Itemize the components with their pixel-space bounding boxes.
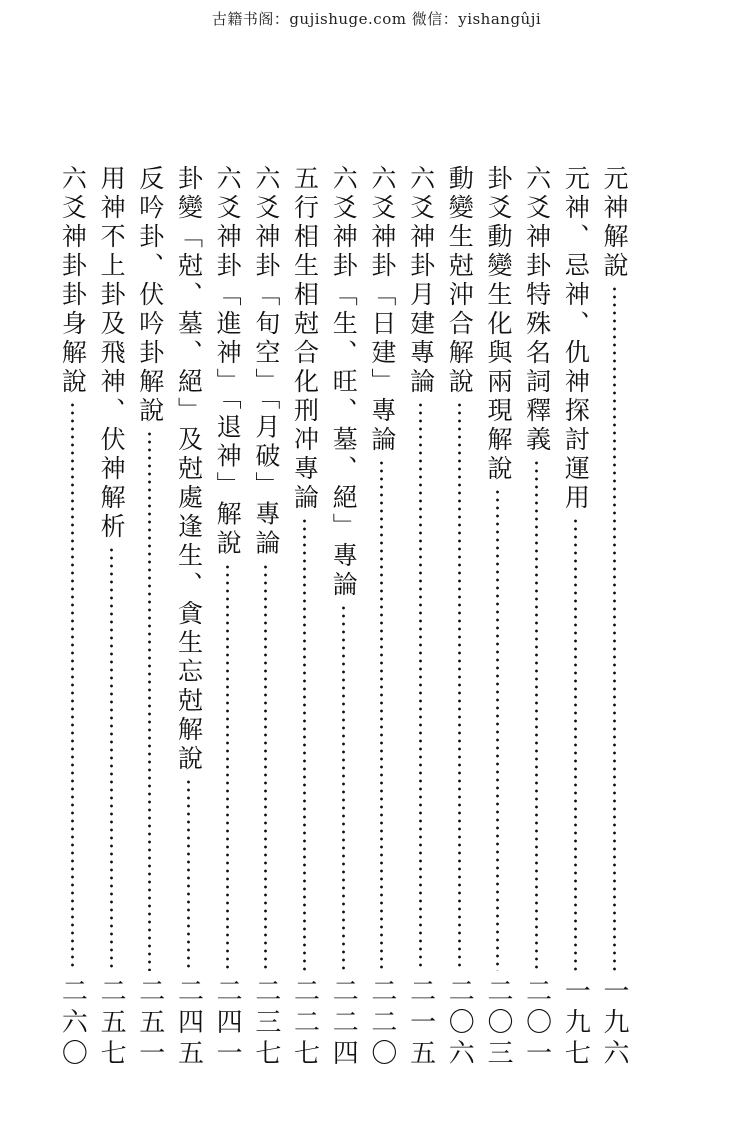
toc-entry-title: 六爻神卦「進神」「退神」解說 xyxy=(213,165,243,559)
toc-entry-title: 六爻神卦「旬空」「月破」專論 xyxy=(251,165,281,559)
toc-entry-page: 二六〇 xyxy=(57,977,88,1070)
toc-entry[interactable] xyxy=(442,165,477,1070)
dot-leader xyxy=(380,459,383,971)
toc-entry[interactable] xyxy=(364,165,399,1070)
toc-entry-page: 二一五 xyxy=(405,977,436,1070)
toc-entry-title: 用神不上卦及飛神、伏神解析 xyxy=(97,165,127,542)
dot-leader xyxy=(264,563,267,971)
toc-entry-page: 二〇三 xyxy=(482,977,513,1070)
toc-entry[interactable] xyxy=(132,165,167,1070)
toc-entry[interactable] xyxy=(94,165,129,1070)
dot-leader xyxy=(613,285,616,971)
toc-entry[interactable] xyxy=(171,165,206,1070)
toc-entry-page: 二四五 xyxy=(173,977,204,1070)
toc-entry[interactable] xyxy=(558,165,593,1070)
toc-entry[interactable] xyxy=(403,165,438,1070)
toc-entry[interactable] xyxy=(597,165,632,1070)
toc-entry-page: 二〇六 xyxy=(444,977,475,1070)
toc-entry-title: 元神、忌神、仇神探討運用 xyxy=(561,165,591,513)
toc-entry-title: 六爻神卦特殊名詞釋義 xyxy=(522,165,552,455)
toc-entry-title: 六爻神卦月建專論 xyxy=(406,165,436,397)
dot-leader xyxy=(148,430,151,971)
table-of-contents xyxy=(55,165,631,1070)
dot-leader xyxy=(496,488,499,971)
toc-entry-page: 二二四 xyxy=(328,977,359,1070)
toc-entry-page: 二二〇 xyxy=(366,977,397,1070)
toc-entry[interactable] xyxy=(480,165,515,1070)
watermark-header: 古籍书阁：gujishuge.com 微信：yishangûji xyxy=(211,10,542,28)
toc-entry[interactable] xyxy=(326,165,361,1070)
toc-entry-page: 二五一 xyxy=(134,977,165,1070)
toc-entry-title: 卦變「尅、墓、絕」及尅處逢生、貪生忘尅解說 xyxy=(174,165,204,774)
toc-entry[interactable] xyxy=(55,165,90,1070)
toc-entry-page: 一九七 xyxy=(560,977,591,1070)
toc-entry-title: 六爻神卦「生、旺、墓、絕」專論 xyxy=(329,165,359,600)
dot-leader xyxy=(574,517,577,971)
toc-entry-title: 反吟卦、伏吟卦解說 xyxy=(135,165,165,426)
dot-leader xyxy=(187,778,190,971)
toc-entry-page: 二〇一 xyxy=(521,977,552,1070)
toc-entry-page: 二三七 xyxy=(250,977,281,1070)
toc-entry-page: 二四一 xyxy=(212,977,243,1070)
toc-entry-title: 元神解說 xyxy=(600,165,629,281)
dot-leader xyxy=(226,563,229,971)
toc-entry-title: 卦爻動變生化與兩現解說 xyxy=(483,165,513,484)
toc-entry[interactable] xyxy=(248,165,283,1070)
dot-leader xyxy=(419,401,422,971)
dot-leader xyxy=(110,546,113,971)
toc-entry[interactable] xyxy=(287,165,322,1070)
toc-entry-title: 五行相生相尅合化刑冲專論 xyxy=(290,165,320,513)
toc-entry-title: 六爻神卦卦身解說 xyxy=(58,165,88,397)
toc-entry[interactable] xyxy=(519,165,554,1070)
toc-entry-page: 二五七 xyxy=(96,977,127,1070)
dot-leader xyxy=(458,401,461,971)
dot-leader xyxy=(342,604,345,971)
toc-entry-title: 六爻神卦「日建」專論 xyxy=(367,165,397,455)
dot-leader xyxy=(71,401,74,971)
toc-entry-page: 一九六 xyxy=(599,977,629,1070)
toc-entry-title: 動變生尅沖合解說 xyxy=(445,165,475,397)
toc-entry-page: 二二七 xyxy=(289,977,320,1070)
dot-leader xyxy=(303,517,306,971)
toc-entry[interactable] xyxy=(210,165,245,1070)
dot-leader xyxy=(535,459,538,971)
